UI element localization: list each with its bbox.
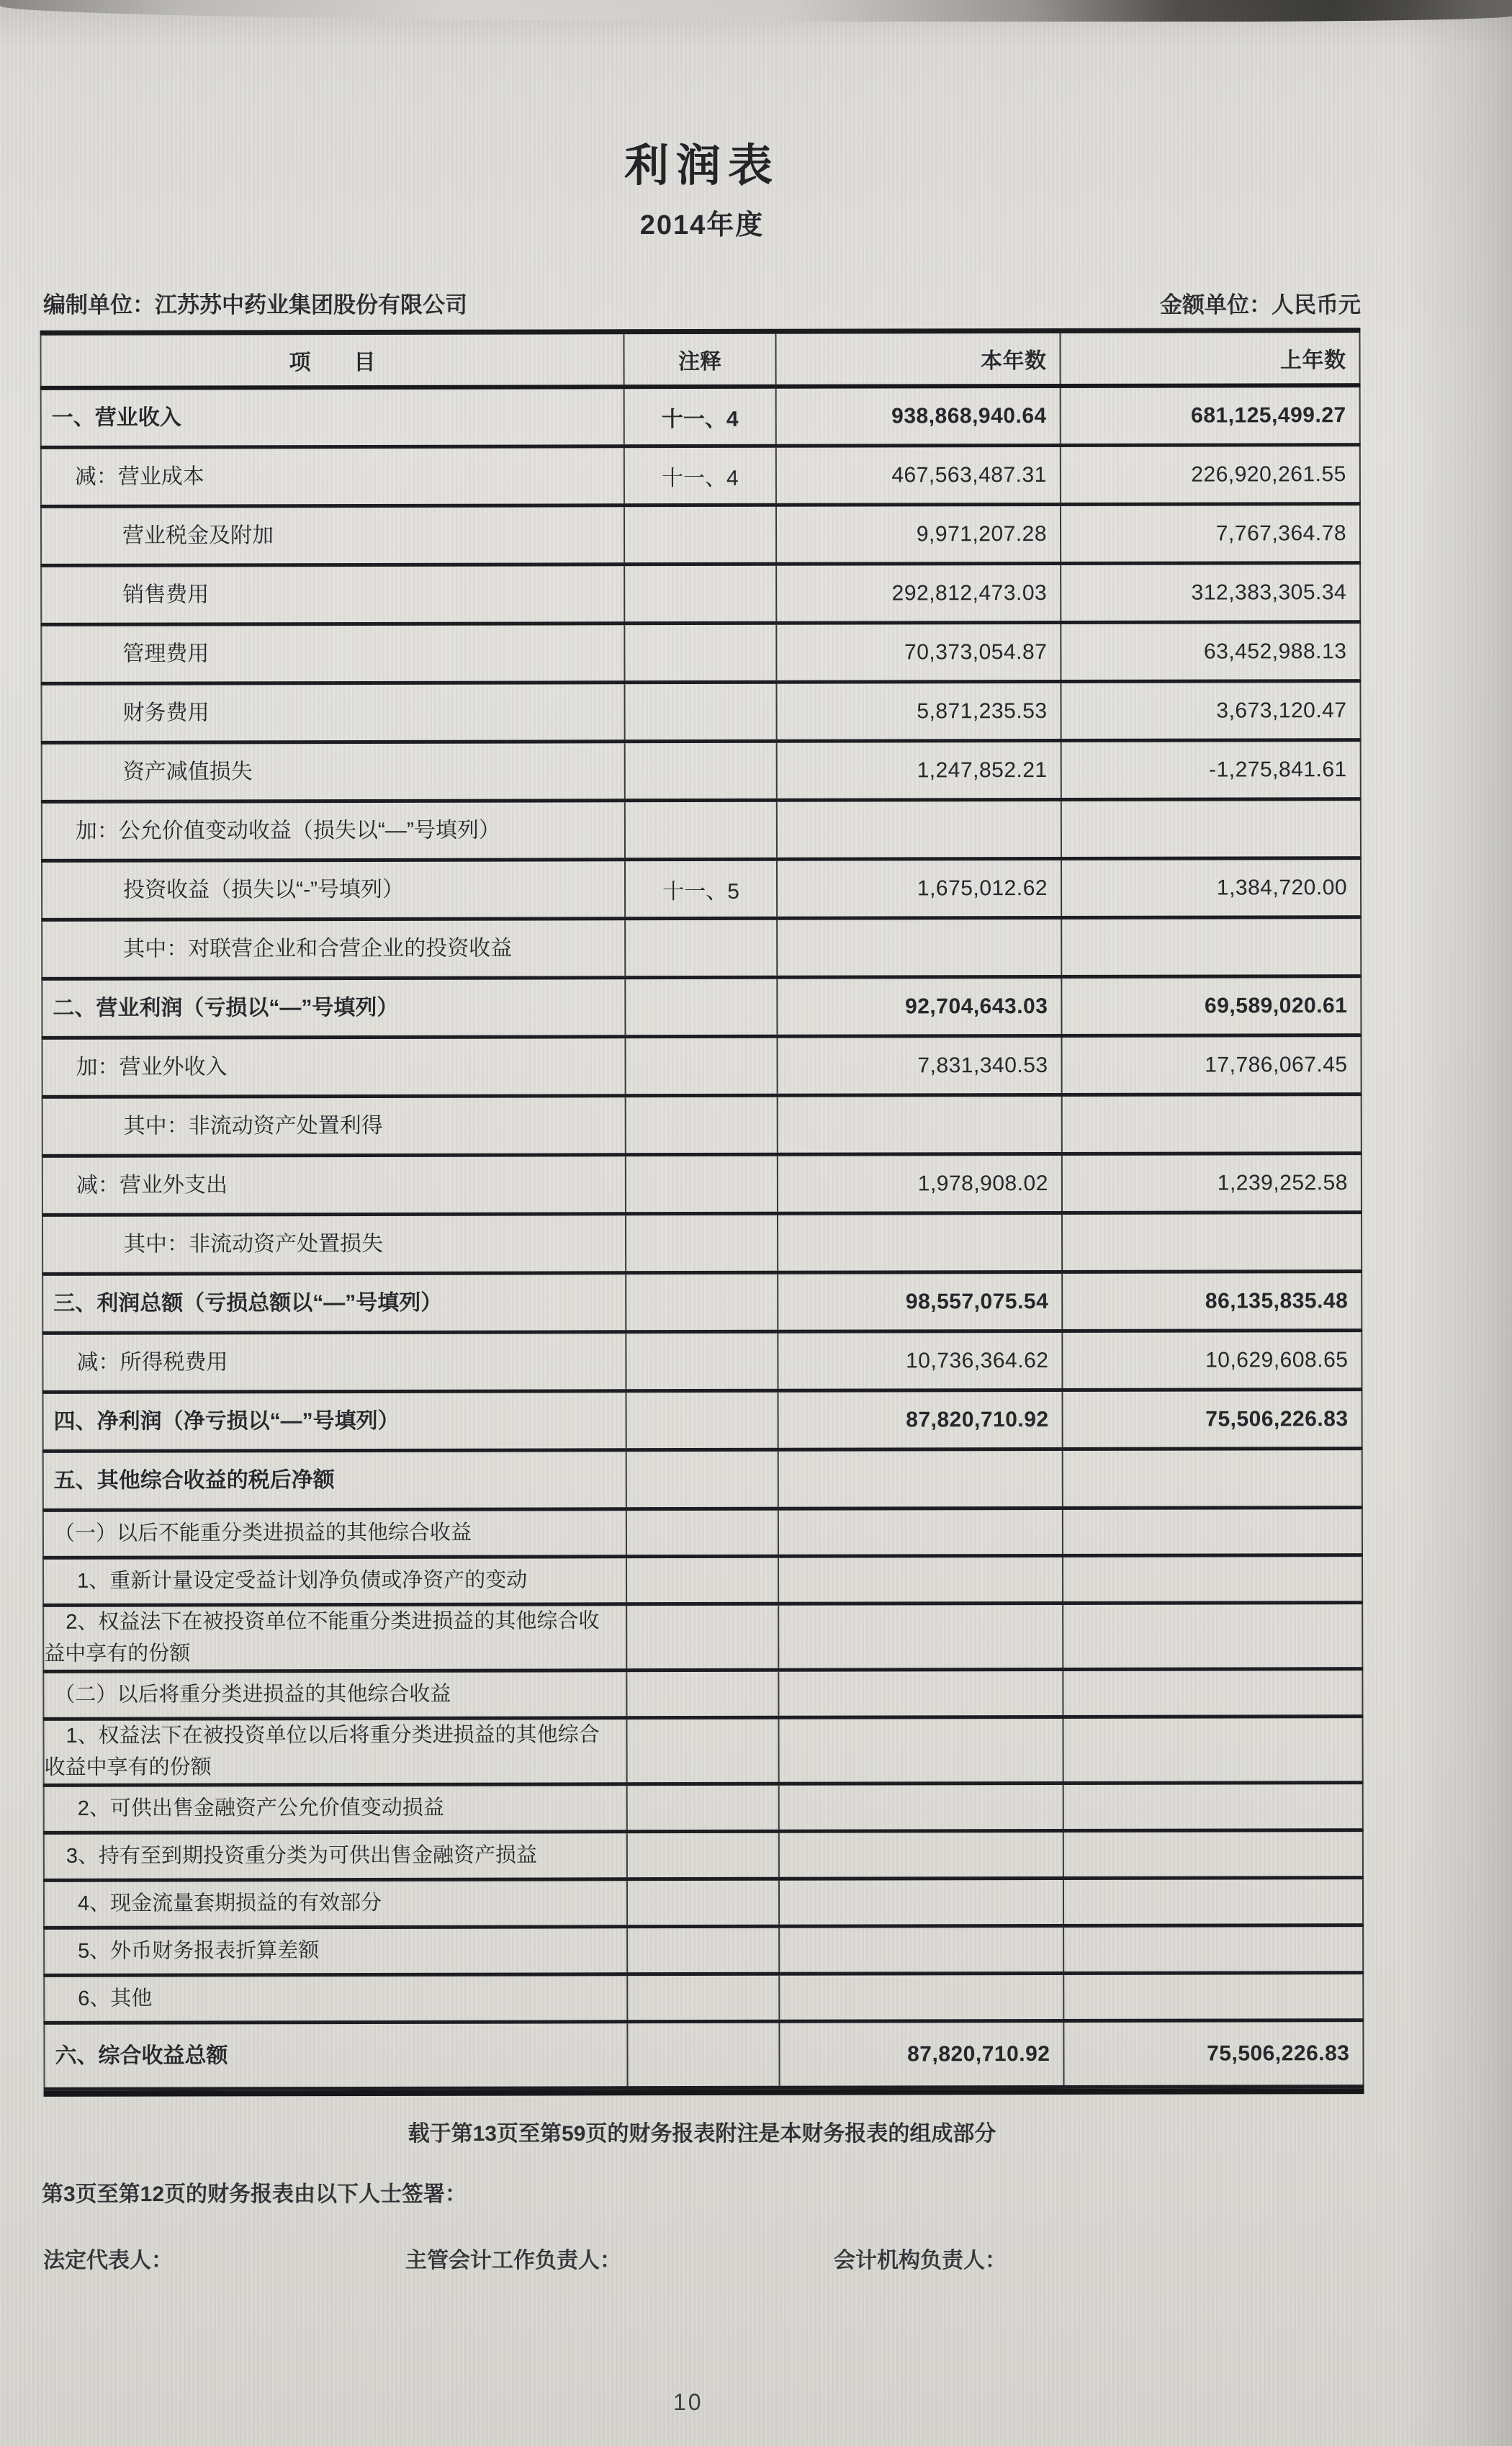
row-prior-year-amount: 63,452,988.13 (1061, 624, 1361, 680)
row-prior-year-amount (1062, 919, 1362, 975)
row-item-label: 1、权益法下在被投资单位以后将重分类进损益的其他综合收益中享有的份额 (42, 1719, 627, 1784)
signature-row (42, 2242, 1362, 2274)
row-prior-year-amount: 681,125,499.27 (1061, 387, 1361, 444)
row-current-year-amount (780, 1928, 1064, 1972)
row-prior-year-amount (1064, 1974, 1364, 2019)
row-note-ref (628, 2023, 780, 2086)
report-info-line (42, 287, 1362, 319)
row-item-label: 财务费用 (40, 684, 625, 741)
row-note-ref (627, 1511, 779, 1555)
row-note-ref (628, 1833, 780, 1877)
row-item-label: 1、重新计量设定受益计划净负债或净资产的变动 (42, 1558, 627, 1604)
accounting-head-label: 会计机构负责人： (834, 2249, 1007, 2272)
row-current-year-amount: 292,812,473.03 (777, 565, 1061, 621)
table-row (41, 978, 1362, 1040)
row-current-year-amount (778, 1215, 1063, 1271)
header-current-year: 本年数 (776, 333, 1061, 385)
row-item-label: 减：所得税费用 (42, 1334, 626, 1390)
row-item-label: 4、现金流量套期损益的有效部分 (43, 1881, 628, 1926)
row-prior-year-amount: 7,767,364.78 (1061, 505, 1361, 562)
notes-reference-line: 载于第13页至第59页的财务报表附注是本财务报表的组成部分 (408, 2122, 996, 2146)
document-page (42, 0, 1362, 2274)
row-current-year-amount (778, 920, 1062, 976)
row-item-label: 6、其他 (43, 1976, 628, 2021)
row-item-label: 减：营业成本 (40, 448, 625, 505)
row-note-ref: 十一、5 (626, 861, 778, 917)
table-row (40, 683, 1361, 745)
table-row (43, 1832, 1364, 1882)
table-row (42, 1214, 1362, 1276)
table-row (42, 1718, 1363, 1787)
row-item-label: 其中：非流动资产处置利得 (42, 1097, 626, 1154)
row-prior-year-amount (1063, 1214, 1362, 1270)
header-note: 注释 (624, 334, 776, 385)
table-row (42, 1332, 1362, 1394)
row-note-ref: 十一、4 (625, 389, 777, 444)
row-item-label: 管理费用 (40, 625, 625, 682)
row-note-ref (625, 625, 777, 680)
header-item: 项 目 (40, 334, 624, 386)
table-row (42, 1557, 1363, 1607)
row-current-year-amount: 938,868,940.64 (777, 388, 1061, 444)
table-row (40, 565, 1361, 626)
row-current-year-amount (779, 1510, 1063, 1555)
row-current-year-amount (780, 1833, 1064, 1877)
row-note-ref (627, 1606, 779, 1668)
table-row (41, 919, 1362, 981)
row-prior-year-amount (1063, 1450, 1363, 1506)
row-prior-year-amount: 75,506,226.83 (1064, 2022, 1364, 2085)
row-current-year-amount (779, 1557, 1063, 1602)
row-note-ref (628, 1881, 780, 1925)
row-note-ref (625, 566, 777, 621)
row-current-year-amount (779, 1451, 1063, 1507)
scan-shadow-right (1404, 0, 1512, 2446)
row-current-year-amount (778, 801, 1062, 858)
row-note-ref (627, 1719, 779, 1782)
table-row (41, 742, 1362, 804)
row-note-ref: 十一、4 (625, 448, 777, 503)
row-item-label: 加：营业外收入 (41, 1038, 626, 1095)
income-table-body (40, 387, 1364, 2091)
row-prior-year-amount: 1,384,720.00 (1062, 860, 1362, 916)
table-row (42, 1391, 1363, 1453)
row-current-year-amount: 98,557,075.54 (778, 1274, 1063, 1330)
row-current-year-amount: 9,971,207.28 (777, 506, 1061, 562)
prepared-by-label: 编制单位：江苏苏中药业集团股份有限公司 (43, 292, 467, 318)
row-note-ref (626, 1334, 778, 1389)
row-current-year-amount: 10,736,364.62 (778, 1333, 1063, 1389)
row-note-ref (626, 1274, 778, 1330)
row-prior-year-amount: 226,920,261.55 (1061, 446, 1361, 503)
row-prior-year-amount: 10,629,608.65 (1063, 1332, 1362, 1388)
row-note-ref (625, 684, 777, 739)
row-item-label: 减：营业外支出 (42, 1156, 626, 1213)
row-item-label: 销售费用 (40, 566, 625, 623)
row-item-label: 二、营业利润（亏损以“—”号填列） (41, 979, 626, 1036)
row-note-ref (627, 1672, 779, 1716)
row-note-ref (626, 1038, 778, 1094)
table-row (42, 1604, 1363, 1673)
table-row (40, 387, 1361, 449)
row-prior-year-amount (1062, 801, 1362, 857)
row-prior-year-amount (1064, 1879, 1364, 1924)
row-item-label: 五、其他综合收益的税后净额 (42, 1452, 627, 1508)
row-note-ref (626, 920, 778, 976)
currency-unit-label: 金额单位：人民币元 (1160, 292, 1361, 318)
row-note-ref (628, 1786, 780, 1830)
row-current-year-amount (778, 1097, 1063, 1153)
row-item-label: （一）以后不能重分类进损益的其他综合收益 (42, 1511, 627, 1556)
row-note-ref (628, 1928, 780, 1972)
table-row (40, 446, 1361, 508)
table-row (42, 1450, 1363, 1512)
row-current-year-amount: 7,831,340.53 (778, 1038, 1062, 1094)
table-row (41, 1037, 1362, 1099)
row-item-label: 2、可供出售金融资产公允价值变动损益 (43, 1786, 628, 1831)
row-item-label: 其中：非流动资产处置损失 (42, 1215, 626, 1272)
table-row (42, 1096, 1362, 1158)
table-row (43, 1974, 1364, 2025)
row-item-label: 5、外币财务报表折算差额 (43, 1928, 628, 1974)
table-row (41, 860, 1362, 922)
row-note-ref (626, 1215, 778, 1271)
row-current-year-amount: 1,675,012.62 (778, 860, 1062, 917)
row-current-year-amount: 92,704,643.03 (778, 979, 1062, 1035)
row-current-year-amount (780, 1880, 1064, 1925)
table-row (42, 1671, 1363, 1721)
row-item-label: 2、权益法下在被投资单位不能重分类进损益的其他综合收益中享有的份额 (42, 1606, 627, 1670)
row-current-year-amount (779, 1671, 1063, 1716)
row-current-year-amount: 87,820,710.92 (780, 2023, 1064, 2086)
row-note-ref (625, 507, 777, 562)
income-statement-table (40, 328, 1364, 2097)
table-row (41, 801, 1362, 863)
table-row (43, 1879, 1364, 1930)
report-period: 2014年度 (639, 210, 765, 240)
row-item-label: 投资收益（损失以“-”号填列） (41, 861, 626, 918)
row-note-ref (626, 1156, 778, 1212)
row-current-year-amount: 70,373,054.87 (777, 624, 1061, 680)
row-prior-year-amount: 312,383,305.34 (1061, 565, 1361, 621)
row-current-year-amount: 1,247,852.21 (778, 742, 1062, 799)
page-number: 10 (673, 2389, 703, 2415)
table-row (42, 1273, 1362, 1335)
row-note-ref (627, 1393, 779, 1448)
table-row (43, 2022, 1364, 2091)
row-item-label: 加：公允价值变动收益（损失以“—”号填列） (41, 802, 626, 859)
row-current-year-amount: 5,871,235.53 (777, 683, 1061, 739)
row-current-year-amount: 467,563,487.31 (777, 447, 1061, 503)
row-prior-year-amount (1063, 1557, 1363, 1601)
table-row (43, 1784, 1364, 1835)
row-current-year-amount (779, 1719, 1063, 1782)
header-prior-year: 上年数 (1061, 333, 1360, 384)
table-row (40, 624, 1361, 685)
row-note-ref (626, 979, 778, 1035)
chief-accountant-label: 主管会计工作负责人： (405, 2249, 621, 2272)
row-item-label: （二）以后将重分类进损益的其他综合收益 (42, 1672, 627, 1717)
table-row (40, 505, 1361, 567)
row-note-ref (627, 1452, 779, 1507)
row-current-year-amount: 1,978,908.02 (778, 1156, 1063, 1212)
row-item-label: 资产减值损失 (41, 743, 626, 800)
row-note-ref (626, 743, 778, 799)
row-item-label: 其中：对联营企业和合营企业的投资收益 (41, 920, 626, 977)
row-item-label: 四、净利润（净亏损以“—”号填列） (42, 1393, 627, 1449)
row-prior-year-amount: 69,589,020.61 (1062, 978, 1362, 1034)
row-prior-year-amount (1063, 1096, 1362, 1152)
row-item-label: 3、持有至到期投资重分类为可供出售金融资产损益 (43, 1833, 628, 1879)
row-note-ref (627, 1558, 779, 1602)
row-current-year-amount (780, 1785, 1064, 1830)
table-row (42, 1155, 1362, 1217)
row-prior-year-amount: 3,673,120.47 (1061, 683, 1361, 739)
row-current-year-amount: 87,820,710.92 (779, 1392, 1063, 1448)
page-title: 利润表 (624, 141, 780, 191)
row-prior-year-amount: 17,786,067.45 (1062, 1037, 1362, 1093)
table-row (42, 1509, 1363, 1560)
row-prior-year-amount: 75,506,226.83 (1063, 1391, 1363, 1447)
row-item-label: 一、营业收入 (40, 389, 625, 446)
row-note-ref (626, 802, 778, 858)
row-prior-year-amount: 1,239,252.58 (1063, 1155, 1362, 1211)
row-prior-year-amount (1063, 1718, 1363, 1781)
row-prior-year-amount (1063, 1671, 1363, 1715)
signature-intro-line: 第3页至第12页的财务报表由以下人士签署： (42, 2182, 467, 2206)
row-prior-year-amount (1063, 1604, 1363, 1668)
row-prior-year-amount: -1,275,841.61 (1062, 742, 1362, 798)
row-prior-year-amount: 86,135,835.48 (1063, 1273, 1362, 1329)
row-prior-year-amount (1063, 1509, 1363, 1554)
table-row (43, 1927, 1364, 1977)
row-note-ref (626, 1097, 778, 1153)
legal-representative-label: 法定代表人： (43, 2249, 173, 2272)
table-header-row (40, 333, 1360, 390)
row-item-label: 三、利润总额（亏损总额以“—”号填列） (42, 1274, 626, 1331)
row-item-label: 营业税金及附加 (40, 507, 625, 564)
row-prior-year-amount (1064, 1784, 1364, 1829)
row-note-ref (628, 1976, 780, 2020)
row-prior-year-amount (1064, 1927, 1364, 1971)
row-item-label: 六、综合收益总额 (43, 2023, 628, 2087)
row-current-year-amount (780, 1975, 1064, 2020)
row-current-year-amount (779, 1605, 1063, 1668)
row-prior-year-amount (1064, 1832, 1364, 1876)
